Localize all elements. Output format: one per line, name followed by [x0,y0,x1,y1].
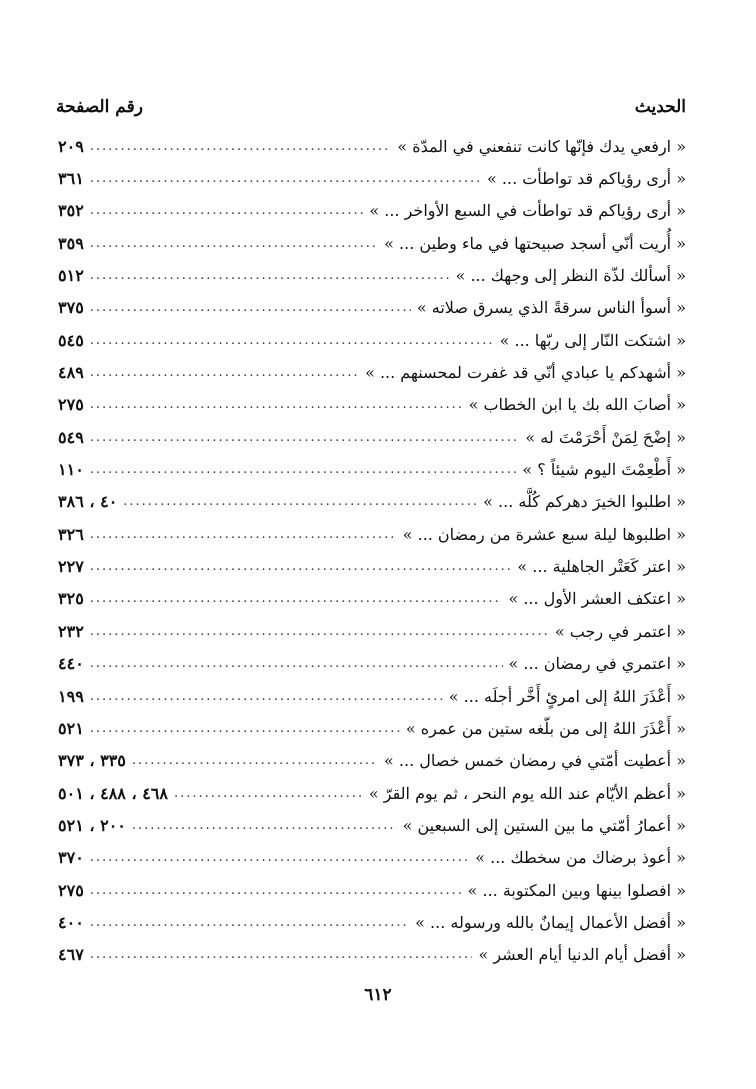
page-references: ٣٧٥ [58,298,84,318]
index-entry [58,324,686,356]
page-references: ٣٢٦ [58,524,84,544]
dot-leader [90,624,549,639]
index-entry [58,356,686,388]
index-entry [58,195,686,227]
page-references: ٤٦٧ [58,945,84,965]
dot-leader [90,365,359,380]
hadith-text: « أَطْعِمْتَ اليوم شيئاً ؟ » [522,460,686,480]
hadith-text: « أرى رؤياكم قد تواطأت ... » [487,169,686,189]
hadith-text: « اطلبوها ليلة سبع عشرة من رمضان ... » [402,524,686,544]
index-entry [58,680,686,712]
page-references: ٥٢١ [58,718,84,738]
page-number: ٦١٢ [364,985,392,1005]
index-entry [58,550,686,582]
hadith-text: « ارفعي يدك فإنّها كانت تنفعني في المدّة » [397,136,686,156]
page-references: ٢٠٩ [58,136,84,156]
index-entry [58,259,686,291]
dot-leader [90,139,392,154]
index-entry [58,486,686,518]
index-entry [58,745,686,777]
dot-leader [90,430,520,445]
dot-leader [90,462,517,477]
page-references: ٣٢٥ [58,589,84,609]
index-header [56,94,686,120]
index-entry [58,162,686,194]
page-references: ٢٠٠ ، ٥٢١ [58,815,126,835]
page-references: ٣٦١ [58,169,84,189]
page-references: ٤٤٠ [58,654,84,674]
dot-leader [132,818,397,833]
hadith-text: « أسألك لذّة النظر إلى وجهك ... » [455,266,686,286]
hadith-index-list [58,130,686,971]
page-references: ٣٣٥ ، ٣٧٣ [58,751,126,771]
hadith-text: « اطلبوا الخيرَ دهركم كُلَّه ... » [483,492,686,512]
dot-leader [90,171,481,186]
index-entry [58,842,686,874]
hadith-text: « اعتمري في رمضان ... » [508,654,686,674]
page-references: ٥١٢ [58,266,84,286]
hadith-text: « أعطيت أمّتي في رمضان خمس خصال ... » [384,751,686,771]
dot-leader [90,689,443,704]
dot-leader [90,915,409,930]
index-entry [58,518,686,550]
hadith-text: « افصلوا بينها وبين المكتوبة ... » [467,880,686,900]
index-entry [58,615,686,647]
page-references: ٣٥٩ [58,233,84,253]
hadith-text: « أشهدكم يا عبادي أنّي قد غفرت لمحسنهم ... » [365,363,686,383]
index-entry [58,453,686,485]
page-references: ٣٧٠ [58,848,84,868]
hadith-text: « اعتكف العشر الأول ... » [508,589,686,609]
page-references: ١٩٩ [58,686,84,706]
hadith-text: « أعمارُ أمّتي ما بين الستين إلى السبعين » [402,815,686,835]
index-entry [58,421,686,453]
page-references: ٢٧٥ [58,880,84,900]
index-entry [58,227,686,259]
page-references: ٤٠ ، ٣٨٦ [58,492,118,512]
dot-leader [174,786,363,801]
dot-leader [90,397,463,412]
dot-leader [123,494,477,509]
hadith-text: « أعوذ برضاك من سخطك ... » [475,848,686,868]
index-entry [58,809,686,841]
hadith-text: « اعتر كَعَتْر الجاهلية ... » [517,557,686,577]
page-references: ٤٨٩ [58,363,84,383]
hadith-text: « أَعْذَرَ اللهُ إلى امرئٍ أَخَّر أجلَه ... » [448,686,686,706]
dot-leader [90,656,503,671]
page-references: ٣٥٢ [58,201,84,221]
hadith-text: « أصابَ الله بك يا ابن الخطاب » [468,395,686,415]
index-entry [58,583,686,615]
hadith-text: « اشتكت النّار إلى ربّها ... » [499,330,686,350]
hadith-text: « أُريت أنّي أسجد صبيحتها في ماء وطين ... » [384,233,686,253]
index-entry [58,874,686,906]
index-entry [58,130,686,162]
hadith-text: « أفضل الأعمال إيمانٌ بالله ورسوله ... » [415,912,686,932]
dot-leader [90,591,503,606]
index-entry [58,777,686,809]
hadith-column-heading: الحديث [634,97,686,117]
dot-leader [90,268,450,283]
dot-leader [90,947,473,962]
hadith-text: « أَعْذَرَ اللهُ إلى من بلّغه ستين من عمره » [405,718,686,738]
hadith-text: « إضْحَ لِمَنْ أَحْرَمْتَ له » [525,427,686,447]
page-references: ٤٦٨ ، ٤٨٨ ، ٥٠١ [58,783,168,803]
dot-leader [90,333,494,348]
hadith-text: « أرى رؤياكم قد تواطأت في السبع الأواخر ... » [369,201,686,221]
index-entry [58,712,686,744]
index-entry [58,906,686,938]
dot-leader [90,883,462,898]
page-references: ٢٣٢ [58,621,84,641]
hadith-text: « اعتمر في رجب » [554,621,686,641]
page-references: ١١٠ [58,460,84,480]
hadith-text: « أفضل أيام الدنيا أيام العشر » [478,945,686,965]
page-references: ٥٤٥ [58,330,84,350]
page-number-column-heading: رقم الصفحة [56,97,143,117]
dot-leader [90,236,378,251]
dot-leader [90,559,512,574]
index-entry [58,939,686,971]
dot-leader [90,300,411,315]
dot-leader [90,721,400,736]
dot-leader [132,753,378,768]
page-references: ٥٤٩ [58,427,84,447]
hadith-text: « أسوأ الناس سرقةً الذي يسرق صلاته » [416,298,686,318]
page-references: ٢٢٧ [58,557,84,577]
page-references: ٢٧٥ [58,395,84,415]
index-entry [58,648,686,680]
dot-leader [90,527,397,542]
index-entry [58,389,686,421]
page-references: ٤٠٠ [58,912,84,932]
index-entry [58,292,686,324]
dot-leader [90,850,469,865]
dot-leader [90,203,364,218]
hadith-text: « أعظم الأيّام عند الله يوم النحر ، ثم يوم القرّ » [368,783,686,803]
